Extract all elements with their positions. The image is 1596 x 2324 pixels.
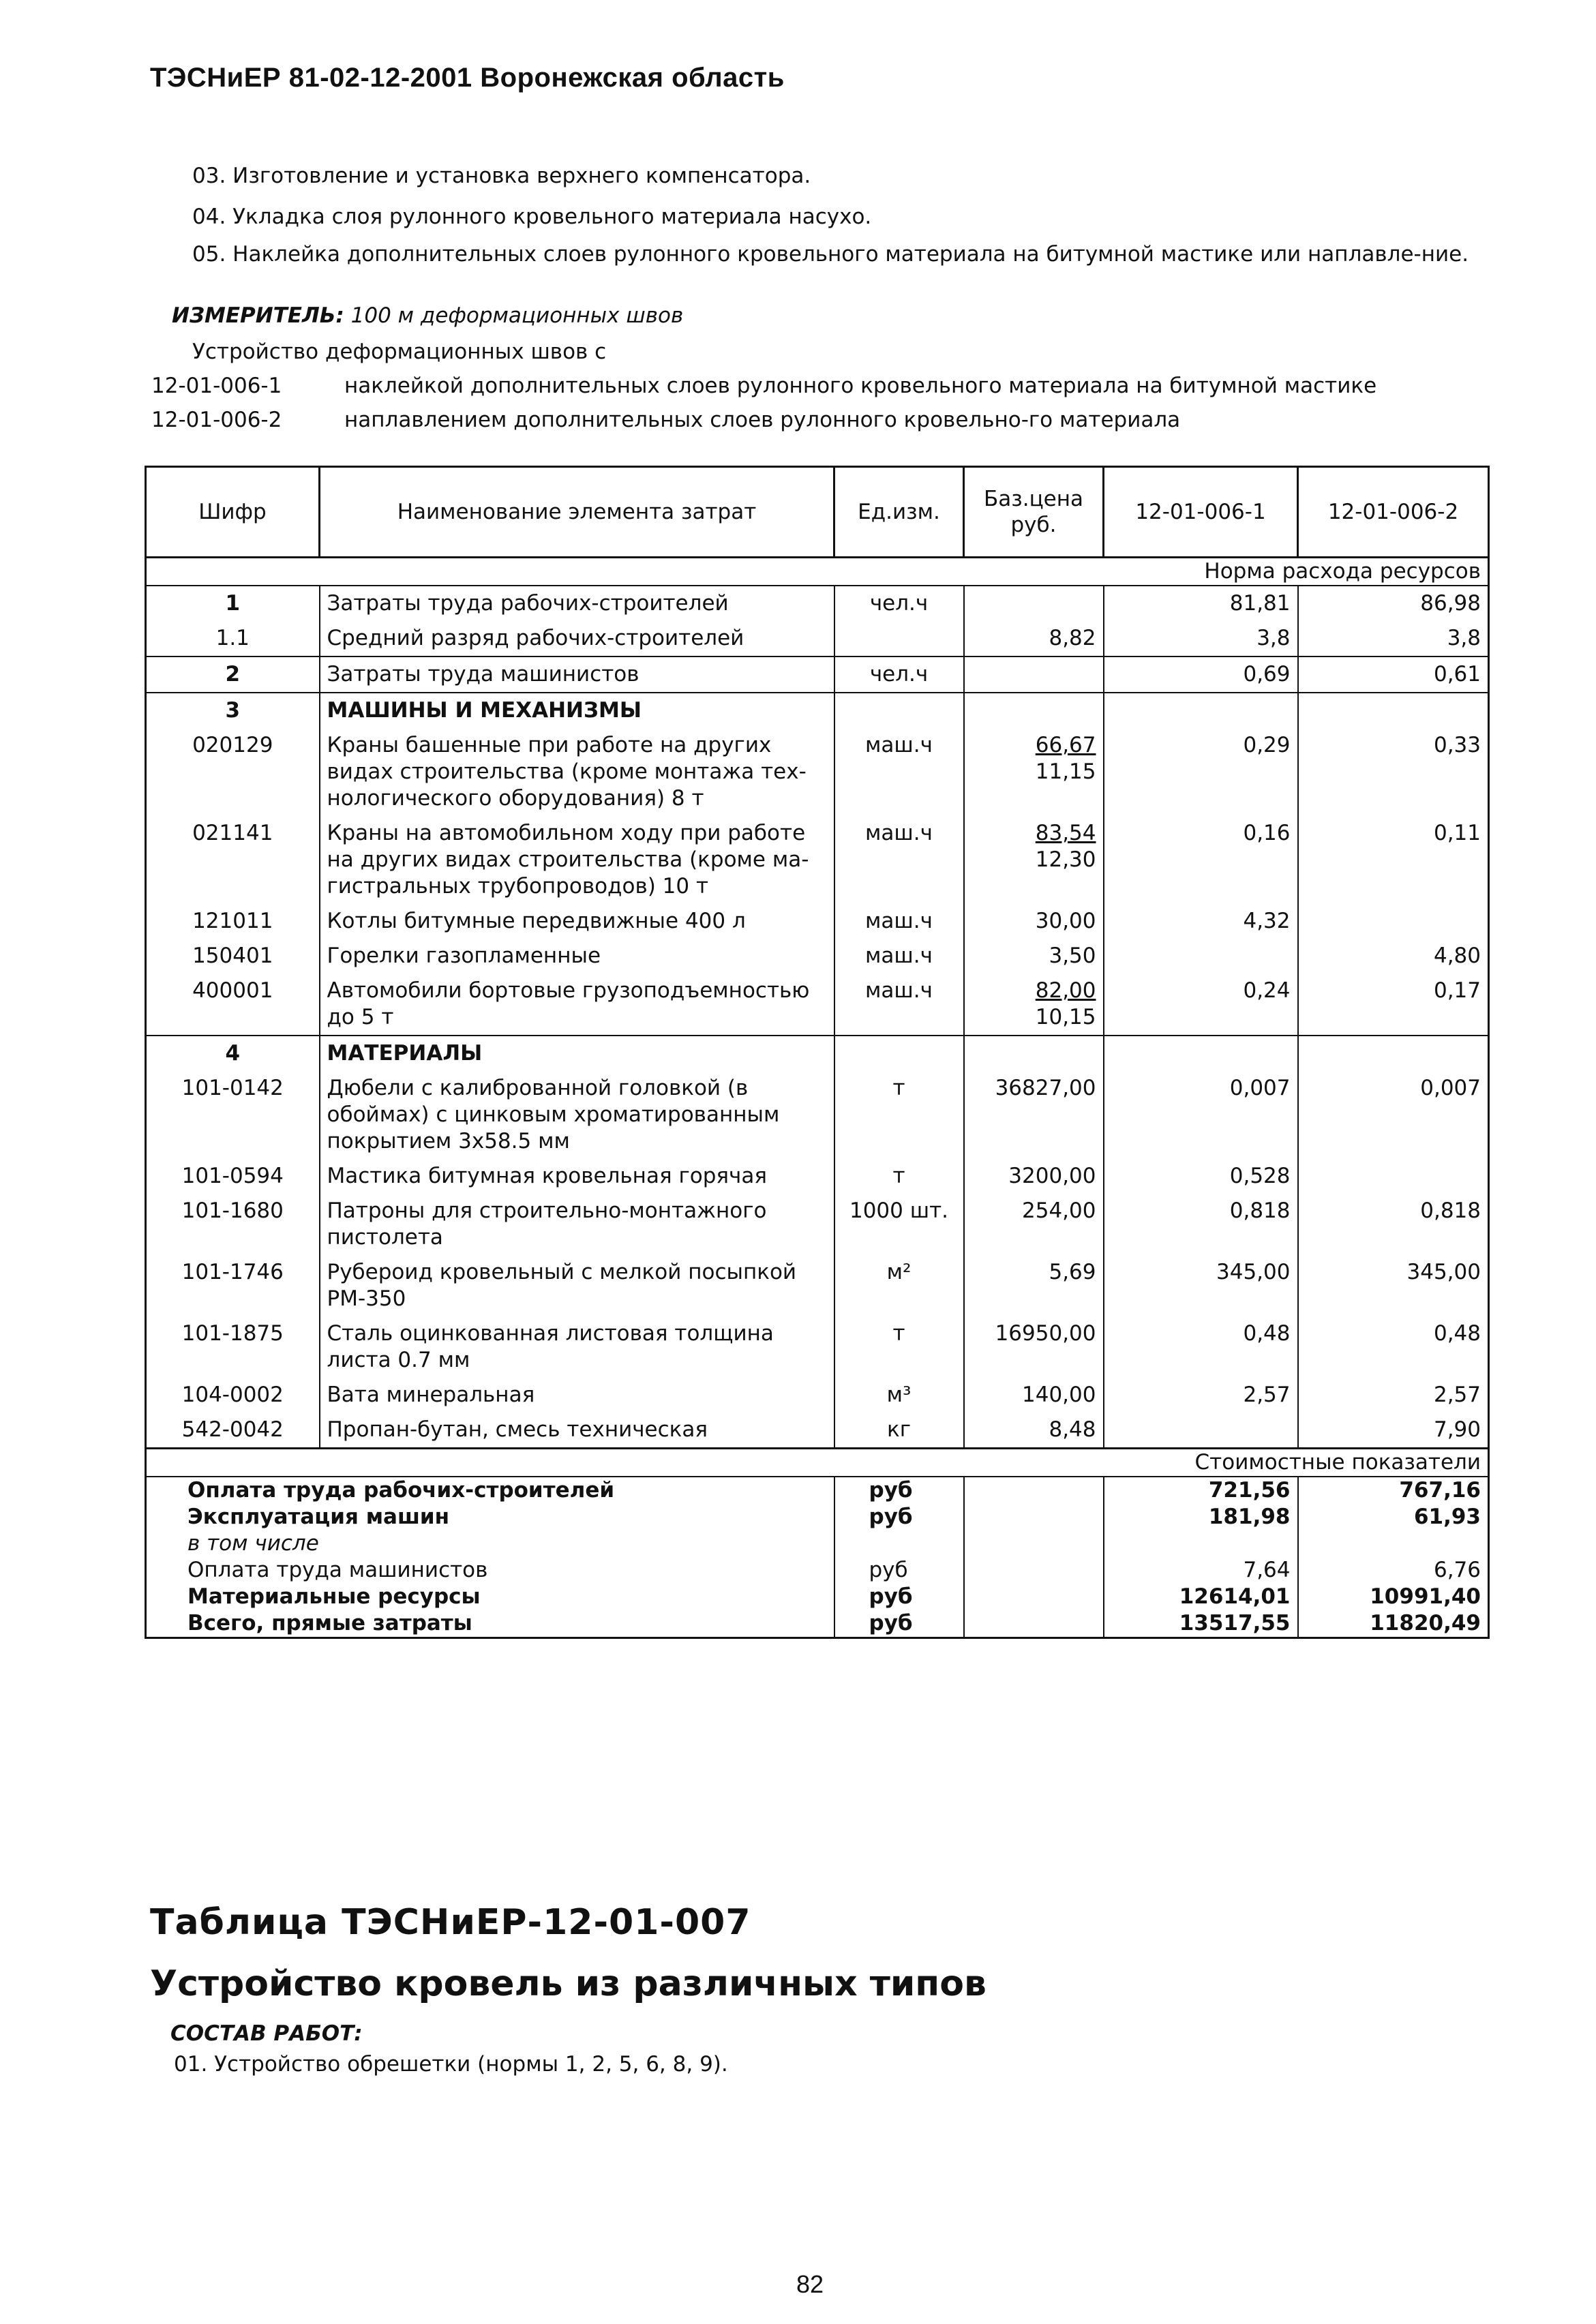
- row-norm-2: 3,8: [1298, 621, 1489, 657]
- cost-row: [146, 1477, 1489, 1504]
- cost-unit: руб: [834, 1477, 964, 1504]
- cost-label: в том числе: [146, 1530, 834, 1557]
- row-name: Краны на автомобильном ходу при работе на других видах строительства (кроме ма-гистральных трубопроводов) 10 т: [320, 816, 834, 904]
- norm-code-2: 12-01-006-2: [151, 408, 282, 432]
- cost-value-1: 12614,01: [1104, 1584, 1298, 1610]
- cost-value-2: 6,76: [1298, 1557, 1489, 1584]
- next-table-title: Таблица ТЭСНиЕР-12-01-007: [150, 1902, 751, 1943]
- row-norm-1: 0,16: [1104, 816, 1298, 904]
- row-code: 121011: [146, 904, 320, 939]
- row-price: [964, 621, 1104, 657]
- cost-unit: руб: [834, 1504, 964, 1530]
- row-norm-1: [1104, 1036, 1298, 1071]
- row-unit: м²: [834, 1255, 964, 1316]
- price-total: 82,00: [1035, 978, 1096, 1003]
- row-price: [964, 939, 1104, 974]
- works-item: 01. Устройство обрешетки (нормы 1, 2, 5, 6, 8, 9).: [174, 2052, 728, 2077]
- row-norm-2: 2,57: [1298, 1378, 1489, 1413]
- cost-value-1: 181,98: [1104, 1504, 1298, 1530]
- table-row: [146, 586, 1489, 621]
- row-name: Краны башенные при работе на других видах строительства (кроме монтажа тех-нологического оборудования) 8 т: [320, 728, 834, 816]
- row-norm-1: 0,69: [1104, 657, 1298, 693]
- row-name: Сталь оцинкованная листовая толщина листа 0.7 мм: [320, 1316, 834, 1378]
- table-row: [146, 1159, 1489, 1194]
- table-row: [146, 1255, 1489, 1316]
- price-total: 36827,00: [995, 1076, 1096, 1100]
- row-price: [964, 693, 1104, 728]
- row-norm-1: 81,81: [1104, 586, 1298, 621]
- row-norm-1: 2,57: [1104, 1378, 1298, 1413]
- price-total: 83,54: [1035, 821, 1096, 845]
- row-unit: т: [834, 1316, 964, 1378]
- cost-price-empty: [964, 1584, 1104, 1610]
- cost-price-empty: [964, 1504, 1104, 1530]
- row-name: Автомобили бортовые грузоподъемностью до 5 т: [320, 974, 834, 1036]
- row-norm-1: [1104, 1413, 1298, 1449]
- row-price: [964, 816, 1104, 904]
- row-norm-2: 0,61: [1298, 657, 1489, 693]
- row-norm-2: [1298, 693, 1489, 728]
- row-unit: маш.ч: [834, 974, 964, 1036]
- row-price: [964, 1378, 1104, 1413]
- row-price: [964, 1413, 1104, 1449]
- row-name: МАШИНЫ И МЕХАНИЗМЫ: [320, 693, 834, 728]
- price-labor: 10,15: [1035, 1005, 1096, 1029]
- table-row: [146, 728, 1489, 816]
- measure-value: 100 м деформационных швов: [350, 303, 684, 328]
- price-total: 3200,00: [1008, 1164, 1096, 1188]
- row-norm-1: 3,8: [1104, 621, 1298, 657]
- row-price: [964, 1036, 1104, 1071]
- row-unit: [834, 621, 964, 657]
- row-code: 101-0594: [146, 1159, 320, 1194]
- row-name: Затраты труда рабочих-строителей: [320, 586, 834, 621]
- cost-unit: [834, 1530, 964, 1557]
- cost-value-2: 10991,40: [1298, 1584, 1489, 1610]
- table-row: [146, 1378, 1489, 1413]
- row-unit: маш.ч: [834, 816, 964, 904]
- cost-value-2: 61,93: [1298, 1504, 1489, 1530]
- price-total: 254,00: [1022, 1198, 1096, 1223]
- row-code: 400001: [146, 974, 320, 1036]
- row-name: Мастика битумная кровельная горячая: [320, 1159, 834, 1194]
- works-label: СОСТАВ РАБОТ:: [170, 2021, 363, 2046]
- row-unit: маш.ч: [834, 904, 964, 939]
- row-price: [964, 1194, 1104, 1255]
- norm-text-2: наплавлением дополнительных слоев рулонного кровельно-го материала: [344, 408, 1181, 432]
- row-code: 020129: [146, 728, 320, 816]
- cost-price-empty: [964, 1530, 1104, 1557]
- table-row: [146, 1413, 1489, 1449]
- row-norm-1: 345,00: [1104, 1255, 1298, 1316]
- table-row: [146, 1071, 1489, 1159]
- cost-label: Эксплуатация машин: [146, 1504, 834, 1530]
- norm-code-1: 12-01-006-1: [151, 374, 282, 398]
- cost-price-empty: [964, 1477, 1104, 1504]
- device-text: Устройство деформационных швов с: [192, 339, 607, 364]
- row-unit: [834, 1036, 964, 1071]
- row-norm-1: [1104, 693, 1298, 728]
- cost-row: [146, 1530, 1489, 1557]
- table-row: [146, 657, 1489, 693]
- row-code: 101-1680: [146, 1194, 320, 1255]
- row-unit: т: [834, 1071, 964, 1159]
- measure-line: [172, 303, 683, 328]
- row-norm-2: 345,00: [1298, 1255, 1489, 1316]
- row-name: Рубероид кровельный с мелкой посыпкой РМ-350: [320, 1255, 834, 1316]
- cost-price-empty: [964, 1557, 1104, 1584]
- row-norm-1: 0,528: [1104, 1159, 1298, 1194]
- row-norm-2: 0,17: [1298, 974, 1489, 1036]
- page-number: 82: [796, 2270, 824, 2298]
- row-name: Затраты труда машинистов: [320, 657, 834, 693]
- row-norm-1: [1104, 939, 1298, 974]
- cost-value-1: 721,56: [1104, 1477, 1298, 1504]
- cost-label: Материальные ресурсы: [146, 1584, 834, 1610]
- cost-unit: руб: [834, 1584, 964, 1610]
- next-table-subtitle: Устройство кровель из различных типов: [150, 1963, 987, 2004]
- price-total: 16950,00: [995, 1321, 1096, 1346]
- measure-label: ИЗМЕРИТЕЛЬ:: [172, 303, 344, 328]
- cost-band: Стоимостные показатели: [146, 1449, 1489, 1477]
- row-norm-2: 4,80: [1298, 939, 1489, 974]
- row-norm-2: [1298, 904, 1489, 939]
- work-item-03: 03. Изготовление и установка верхнего компенсатора.: [192, 164, 811, 188]
- row-norm-2: 0,33: [1298, 728, 1489, 816]
- price-labor: 11,15: [1035, 759, 1096, 784]
- row-norm-1: 0,24: [1104, 974, 1298, 1036]
- table-row: [146, 693, 1489, 728]
- cost-value-1: 7,64: [1104, 1557, 1298, 1584]
- row-norm-2: 7,90: [1298, 1413, 1489, 1449]
- table-row: [146, 939, 1489, 974]
- row-unit: т: [834, 1159, 964, 1194]
- row-norm-1: 0,818: [1104, 1194, 1298, 1255]
- row-name: Средний разряд рабочих-строителей: [320, 621, 834, 657]
- row-code: 4: [146, 1036, 320, 1071]
- cost-row: [146, 1584, 1489, 1610]
- row-price: [964, 1255, 1104, 1316]
- row-code: 1.1: [146, 621, 320, 657]
- price-total: 140,00: [1022, 1383, 1096, 1407]
- cost-row: [146, 1504, 1489, 1530]
- work-item-05: 05. Наклейка дополнительных слоев рулонного кровельного материала на битумной мастике или наплавле-ние.: [192, 242, 1469, 267]
- cost-value-2: 767,16: [1298, 1477, 1489, 1504]
- row-price: [964, 1071, 1104, 1159]
- row-norm-2: [1298, 1036, 1489, 1071]
- row-price: [964, 1159, 1104, 1194]
- row-price: [964, 728, 1104, 816]
- table-row: [146, 904, 1489, 939]
- row-unit: кг: [834, 1413, 964, 1449]
- header-price: Баз.цена руб.: [964, 467, 1104, 558]
- row-norm-2: [1298, 1159, 1489, 1194]
- cost-band-row: [146, 1449, 1489, 1477]
- row-name: Вата минеральная: [320, 1378, 834, 1413]
- price-labor: 12,30: [1035, 847, 1096, 872]
- cost-value-2: [1298, 1530, 1489, 1557]
- header-name: Наименование элемента затрат: [320, 467, 834, 558]
- table-row: [146, 621, 1489, 657]
- cost-unit: руб: [834, 1557, 964, 1584]
- row-name: Пропан-бутан, смесь техническая: [320, 1413, 834, 1449]
- table-row: [146, 1194, 1489, 1255]
- header-norm-1: 12-01-006-1: [1104, 467, 1298, 558]
- document-header: ТЭСНиЕР 81-02-12-2001 Воронежская область: [150, 63, 785, 93]
- price-total: 8,82: [1049, 626, 1096, 650]
- norm-band: Норма расхода ресурсов: [146, 558, 1489, 586]
- norm-band-row: [146, 558, 1489, 586]
- row-unit: маш.ч: [834, 728, 964, 816]
- cost-label: Оплата труда машинистов: [146, 1557, 834, 1584]
- cost-row: [146, 1610, 1489, 1638]
- price-total: 5,69: [1049, 1260, 1096, 1284]
- row-code: 021141: [146, 816, 320, 904]
- norm-text-1: наклейкой дополнительных слоев рулонного кровельного материала на битумной мастике: [344, 374, 1377, 398]
- row-norm-1: 0,29: [1104, 728, 1298, 816]
- cost-price-empty: [964, 1610, 1104, 1638]
- row-code: 150401: [146, 939, 320, 974]
- row-name: Дюбели с калиброванной головкой (в обоймах) с цинковым хроматированным покрытием 3х58.5 мм: [320, 1071, 834, 1159]
- cost-value-1: [1104, 1530, 1298, 1557]
- row-norm-2: 0,11: [1298, 816, 1489, 904]
- table-row: [146, 1036, 1489, 1071]
- row-norm-1: 0,007: [1104, 1071, 1298, 1159]
- price-total: 30,00: [1035, 909, 1096, 933]
- row-code: 104-0002: [146, 1378, 320, 1413]
- table-row: [146, 816, 1489, 904]
- row-norm-1: 0,48: [1104, 1316, 1298, 1378]
- row-name: МАТЕРИАЛЫ: [320, 1036, 834, 1071]
- row-code: 101-0142: [146, 1071, 320, 1159]
- row-price: [964, 586, 1104, 621]
- row-name: Котлы битумные передвижные 400 л: [320, 904, 834, 939]
- price-total: 66,67: [1035, 733, 1096, 757]
- header-unit: Ед.изм.: [834, 467, 964, 558]
- row-code: 1: [146, 586, 320, 621]
- price-total: 8,48: [1049, 1417, 1096, 1442]
- header-norm-2: 12-01-006-2: [1298, 467, 1489, 558]
- row-name: Патроны для строительно-монтажного пистолета: [320, 1194, 834, 1255]
- row-norm-2: 0,007: [1298, 1071, 1489, 1159]
- row-code: 101-1746: [146, 1255, 320, 1316]
- table-row: [146, 974, 1489, 1036]
- cost-label: Оплата труда рабочих-строителей: [146, 1477, 834, 1504]
- row-unit: м³: [834, 1378, 964, 1413]
- table-row: [146, 1316, 1489, 1378]
- cost-unit: руб: [834, 1610, 964, 1638]
- table-header-row: [146, 467, 1489, 558]
- row-name: Горелки газопламенные: [320, 939, 834, 974]
- row-unit: [834, 693, 964, 728]
- row-code: 3: [146, 693, 320, 728]
- row-norm-2: 0,48: [1298, 1316, 1489, 1378]
- header-code: Шифр: [146, 467, 320, 558]
- row-price: [964, 657, 1104, 693]
- row-norm-2: 86,98: [1298, 586, 1489, 621]
- row-unit: чел.ч: [834, 586, 964, 621]
- cost-value-2: 11820,49: [1298, 1610, 1489, 1638]
- cost-value-1: 13517,55: [1104, 1610, 1298, 1638]
- row-price: [964, 904, 1104, 939]
- row-unit: чел.ч: [834, 657, 964, 693]
- row-price: [964, 974, 1104, 1036]
- row-code: 2: [146, 657, 320, 693]
- work-item-04: 04. Укладка слоя рулонного кровельного материала насухо.: [192, 205, 872, 229]
- row-unit: 1000 шт.: [834, 1194, 964, 1255]
- price-total: 3,50: [1049, 944, 1096, 968]
- row-norm-2: 0,818: [1298, 1194, 1489, 1255]
- row-unit: маш.ч: [834, 939, 964, 974]
- resource-table: [145, 466, 1490, 1639]
- row-code: 542-0042: [146, 1413, 320, 1449]
- row-code: 101-1875: [146, 1316, 320, 1378]
- row-norm-1: 4,32: [1104, 904, 1298, 939]
- cost-label: Всего, прямые затраты: [146, 1610, 834, 1638]
- cost-row: [146, 1557, 1489, 1584]
- row-price: [964, 1316, 1104, 1378]
